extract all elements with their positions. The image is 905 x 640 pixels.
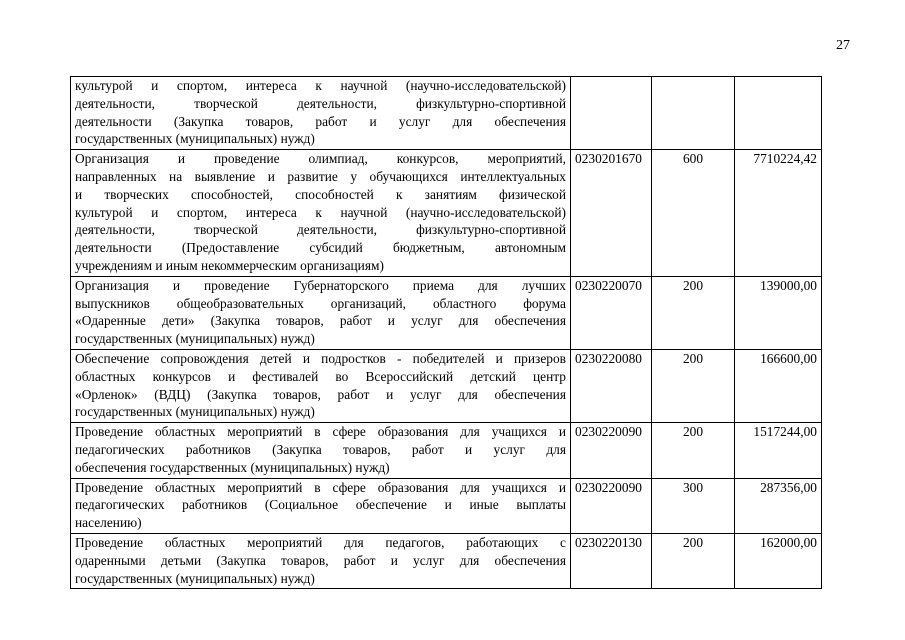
row-expense-type: 200: [652, 276, 735, 349]
row-amount: 287356,00: [735, 478, 822, 533]
table-row: [71, 423, 822, 478]
row-target-code: 0230220070: [571, 276, 652, 349]
table-row: [71, 533, 822, 588]
row-target-code: 0230220090: [571, 478, 652, 533]
description-line: и творческих способностей, способностей к занятиям физической: [75, 186, 566, 202]
description-line: одаренными детьми (Закупка товаров, работ и услуг для обеспечения: [75, 552, 566, 568]
description-line: областных конкурсов и фестивалей во Всероссийский детский центр: [75, 368, 566, 384]
description-line: культурой и спортом, интереса к научной (научно-исследовательской): [75, 78, 566, 93]
description-line: учреждениям и иным некоммерческим организациям): [75, 257, 384, 273]
row-description: [71, 423, 571, 478]
description-line: культурой и спортом, интереса к научной (научно-исследовательской): [75, 204, 566, 220]
budget-table-body: [71, 77, 822, 589]
description-line: Проведение областных мероприятий для педагогов, работающих с: [75, 534, 566, 550]
row-amount: 1517244,00: [735, 423, 822, 478]
row-expense-type: [652, 77, 735, 150]
table-row: [71, 349, 822, 422]
row-amount: 7710224,42: [735, 150, 822, 277]
description-line: деятельности (Предоставление субсидий бюджетным, автономным: [75, 240, 566, 256]
row-expense-type: 200: [652, 349, 735, 422]
row-target-code: 0230220130: [571, 533, 652, 588]
description-line: обеспечения государственных (муниципальных) нужд): [75, 459, 390, 475]
row-description: [71, 77, 571, 150]
description-line: педагогических работников (Социальное обеспечение и иные выплаты: [75, 497, 566, 513]
description-line: Обеспечение сопровождения детей и подростков - победителей и призеров: [75, 350, 566, 366]
description-line: деятельности, творческой деятельности, физкультурно-спортивной: [75, 95, 566, 111]
description-line: направленных на выявление и развитие у обучающихся интеллектуальных: [75, 168, 566, 184]
row-description: [71, 349, 571, 422]
description-line: деятельности, творческой деятельности, физкультурно-спортивной: [75, 222, 566, 238]
description-line: государственных (муниципальных) нужд): [75, 570, 315, 586]
description-line: выпускников общеобразовательных организаций, областного форума: [75, 295, 566, 311]
description-line: деятельности (Закупка товаров, работ и услуг для обеспечения: [75, 113, 566, 129]
row-description: [71, 276, 571, 349]
row-description: [71, 478, 571, 533]
description-line: государственных (муниципальных) нужд): [75, 404, 315, 420]
description-line: «Орленок» (ВДЦ) (Закупка товаров, работ и услуг для обеспечения: [75, 386, 566, 402]
description-line: педагогических работников (Закупка товаров, работ и услуг для: [75, 441, 566, 457]
row-amount: [735, 77, 822, 150]
description-line: Проведение областных мероприятий в сфере образования для учащихся и: [75, 424, 566, 440]
row-amount: 139000,00: [735, 276, 822, 349]
description-line: Организация и проведение Губернаторского приема для лучших: [75, 277, 566, 293]
table-row: [71, 77, 822, 150]
row-expense-type: 200: [652, 533, 735, 588]
description-line: Организация и проведение олимпиад, конкурсов, мероприятий,: [75, 151, 566, 167]
row-amount: 162000,00: [735, 533, 822, 588]
description-line: государственных (муниципальных) нужд): [75, 131, 315, 147]
page-number: 27: [836, 38, 850, 53]
row-target-code: 0230201670: [571, 150, 652, 277]
row-amount: 166600,00: [735, 349, 822, 422]
row-expense-type: 200: [652, 423, 735, 478]
table-row: [71, 150, 822, 277]
budget-table: [70, 76, 822, 589]
table-row: [71, 478, 822, 533]
row-description: [71, 150, 571, 277]
row-expense-type: 600: [652, 150, 735, 277]
row-expense-type: 300: [652, 478, 735, 533]
row-description: [71, 533, 571, 588]
row-target-code: [571, 77, 652, 150]
row-target-code: 0230220090: [571, 423, 652, 478]
table-row: [71, 276, 822, 349]
description-line: населению): [75, 515, 142, 531]
description-line: государственных (муниципальных) нужд): [75, 331, 315, 347]
description-line: Проведение областных мероприятий в сфере образования для учащихся и: [75, 479, 566, 495]
row-target-code: 0230220080: [571, 349, 652, 422]
description-line: «Одаренные дети» (Закупка товаров, работ и услуг для обеспечения: [75, 313, 566, 329]
